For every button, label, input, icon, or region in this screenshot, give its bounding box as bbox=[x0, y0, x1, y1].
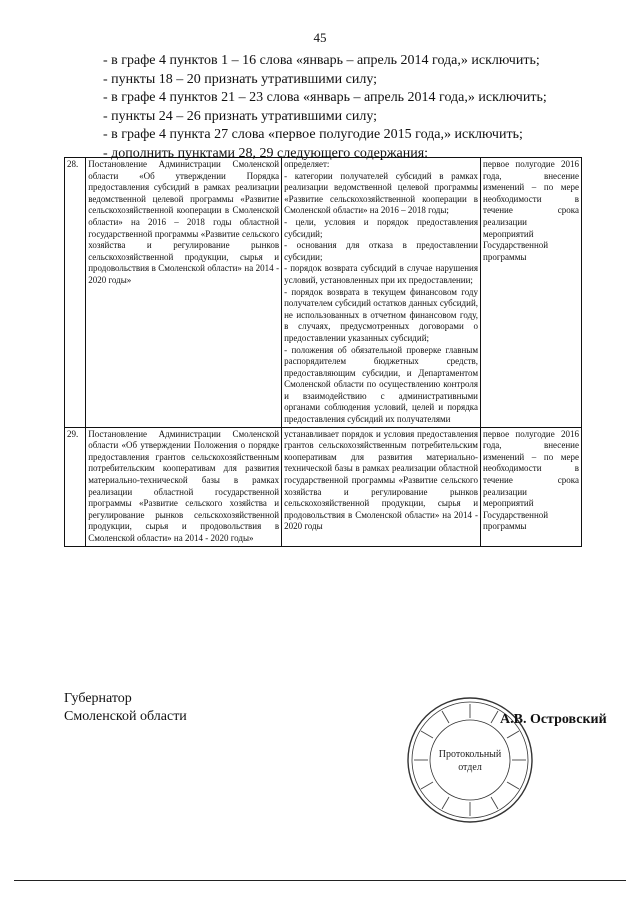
description-cell bbox=[282, 427, 481, 546]
amendment-line: - дополнить пунктами 28, 29 следующего содержания: bbox=[103, 145, 429, 161]
document-title-cell: Постановление Администрации Смоленской области «Об утверждении Порядка предоставления субсидий в рамках реализации ведомственной целевой программы «Развитие сельскохозяйственной кооперации в Смоленской области» на 2016 – 2018 годы областной государственной программы «Развитие сельского хозяйства и регулирование рынков сельскохозяйственной продукции, сырья и продовольствия в Смоленской области» на 2014 - 2020 годы» bbox=[86, 158, 282, 428]
amendment-list bbox=[103, 52, 603, 163]
row-number: 28. bbox=[65, 158, 86, 428]
amendment-line: - пункты 18 – 20 признать утратившими силу; bbox=[103, 71, 378, 87]
description-line: определяет: bbox=[284, 159, 330, 169]
amendment-line: - в графе 4 пунктов 1 – 16 слова «январь – апрель 2014 года,» исключить; bbox=[103, 53, 540, 68]
signature-block bbox=[64, 690, 187, 726]
description-line: - порядок возврата субсидий в случае нарушения условий, установленных при их предоставлении; bbox=[284, 263, 479, 285]
amendment-line: - в графе 4 пунктов 21 – 23 слова «январь – апрель 2014 года,» исключить; bbox=[103, 90, 547, 105]
description-line: - основания для отказа в предоставлении субсидии; bbox=[284, 240, 479, 262]
amendment-line: - в графе 4 пункта 27 слова «первое полугодие 2015 года,» исключить; bbox=[103, 127, 523, 142]
description-line: - категории получателей субсидий в рамках реализации ведомственной целевой программы «Развитие сельскохозяйственной кооперации в Смоленской области» на 2016 – 2018 годы; bbox=[284, 170, 479, 216]
document-title-cell: Постановление Администрации Смоленской области «Об утверждении Положения о порядке предоставления грантов сельскохозяйственным потребительским кооперативам для развития материально-технической базы в рамках реализации областной государственной программы «Развитие сельского хозяйства и регулирование рынков сельскохозяйственной продукции, сырья и продовольствия в Смоленской области» на 2014 - 2020 годы» bbox=[86, 427, 282, 546]
stamp-text: отдел bbox=[458, 762, 482, 773]
table-row bbox=[65, 427, 582, 546]
signer-name: А.В. Островский bbox=[500, 712, 607, 727]
description-line: - цели, условия и порядок предоставления субсидий; bbox=[284, 216, 479, 239]
stamp-text: Протокольный bbox=[438, 749, 502, 760]
amendment-table bbox=[64, 157, 582, 547]
row-number: 29. bbox=[65, 427, 86, 546]
page-number: 45 bbox=[313, 30, 327, 45]
table-row bbox=[65, 158, 582, 428]
signer-region: Смоленской области bbox=[64, 709, 187, 724]
description-cell bbox=[282, 158, 481, 428]
description-line: - порядок возврата в текущем финансовом году получателем субсидий остатков данных субсидий, не использованных в отчетном финансовом году, в случаях, предусмотренных договорами о предоставлении указанных субсидий; bbox=[284, 286, 479, 343]
term-cell: первое полугодие 2016 года, внесение изменений – по мере необходимости в течение срока реализации мероприятий Государственной программы bbox=[481, 158, 582, 428]
description-line: - положения об обязательной проверке главным распорядителем бюджетных средств, предоставляющим субсидии, и Департаментом Смоленской области по осуществлению контроля и взаимодействию с административными органами соблюдения условий, целей и порядка предоставления субсидий их получателями bbox=[284, 344, 479, 425]
signer-title: Губернатор bbox=[64, 691, 132, 706]
amendment-line: - пункты 24 – 26 признать утратившими силу; bbox=[103, 108, 378, 124]
term-cell: первое полугодие 2016 года, внесение изменений – по мере необходимости в течение срока реализации мероприятий Государственной программы bbox=[481, 427, 582, 546]
footer-divider bbox=[14, 880, 626, 881]
description-line: устанавливает порядок и условия предоставления грантов сельскохозяйственным потребительским кооперативам для развития материально-технической базы в рамках реализации областной государственной программы «Развитие сельского хозяйства и регулирование рынков сельскохозяйственной продукции, сырья и продовольствия в Смоленской области» на 2014 - 2020 годы bbox=[284, 428, 479, 532]
